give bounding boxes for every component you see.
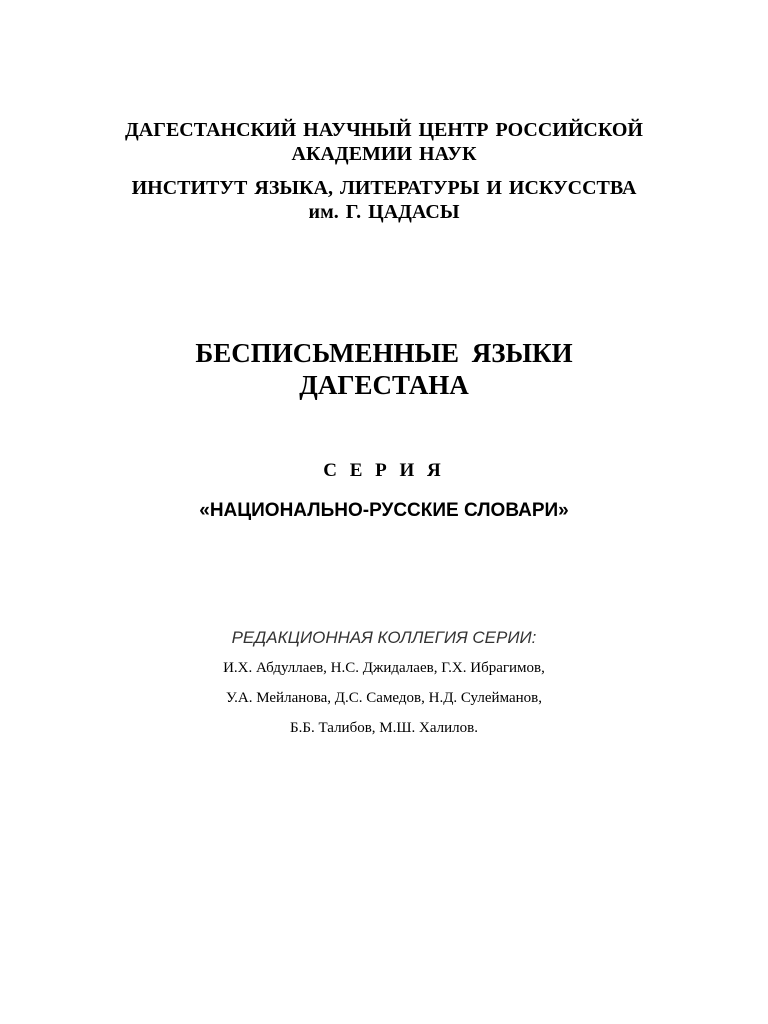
book-title-line1: БЕСПИСЬМЕННЫЕ ЯЗЫКИ xyxy=(195,338,573,368)
series-label: С Е Р И Я xyxy=(323,460,445,481)
institution-name-line2: АКАДЕМИИ НАУК xyxy=(291,143,477,165)
institute-name-line1: ИНСТИТУТ ЯЗЫКА, ЛИТЕРАТУРЫ И ИСКУССТВА xyxy=(131,177,637,199)
editorial-board-heading: РЕДАКЦИОННАЯ КОЛЛЕГИЯ СЕРИИ: xyxy=(231,628,537,647)
institution-name-line1: ДАГЕСТАНСКИЙ НАУЧНЫЙ ЦЕНТР РОССИЙСКОЙ xyxy=(125,119,643,141)
series-name: «НАЦИОНАЛЬНО-РУССКИЕ СЛОВАРИ» xyxy=(199,500,569,521)
institute-name-line2: им. Г. ЦАДАСЫ xyxy=(308,201,460,223)
editorial-board-members-line3: Б.Б. Талибов, М.Ш. Халилов. xyxy=(290,720,478,736)
editorial-board-members-line1: И.Х. Абдуллаев, Н.С. Джидалаев, Г.Х. Ибрагимов, xyxy=(223,660,545,676)
book-title-line2: ДАГЕСТАНА xyxy=(299,370,469,400)
editorial-board-members-line2: У.А. Мейланова, Д.С. Самедов, Н.Д. Сулейманов, xyxy=(226,690,542,706)
